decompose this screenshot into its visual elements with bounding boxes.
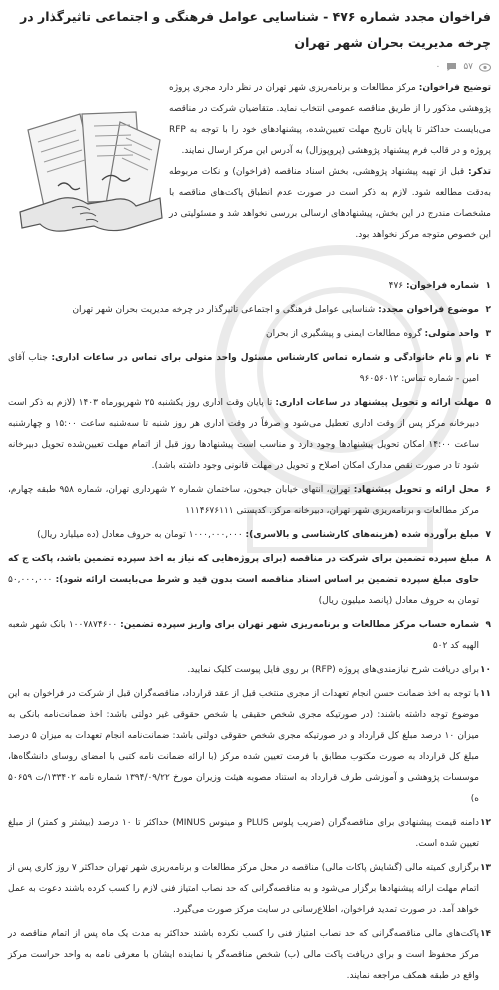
item-text: ۵۰,۰۰۰,۰۰۰ تومان به حروف معادل (پانصد میلیون ریال) [8, 575, 479, 606]
item-label: مبلغ سپرده تضمین برای شرکت در مناقصه (برای پروژه‌هایی که نیاز به اخذ سپرده تضمین باشد، پاکت ج که حاوی مبلغ سپرده تضمین بر اساس اسناد مناقصه است بدون قید و شرط می‌بایست ارائه شود): [8, 554, 479, 585]
list-item [8, 480, 491, 522]
list-item [8, 300, 491, 321]
intro-section [8, 78, 491, 274]
article [8, 0, 491, 990]
item-text: جناب آقای امین - شماره تماس: ۹۶۰۵۶۰۱۲ [8, 353, 479, 384]
list-item [8, 393, 491, 477]
item-text: شناسایی عوامل فرهنگی و اجتماعی تاثیرگذار در چرخه مدیریت بحران شهر تهران [72, 305, 376, 315]
item-number: ۱۴ [480, 929, 491, 939]
item-label: شماره فراخوان: [406, 281, 479, 291]
item-number: ۲ [485, 305, 491, 315]
contract-handshake-illustration [10, 100, 170, 250]
list-item [8, 684, 491, 810]
item-number: ۱۰ [480, 665, 491, 675]
item-text: با توجه به اخذ ضمانت حسن انجام تعهدات از مجری منتخب قبل از عقد قرارداد، مناقصه‌گران قبل از شرکت در فراخوان به این موضوع توجه داشته باشند: (در صورتیکه مجری شخص حقیقی یا شخص حقوقی غیر دولتی باشد: اخذ ضمانت‌نامه بانکی به میزان ۱۰ درصد مبلغ کل قرارداد و در صورتیکه مجری شخص حقوقی دولتی باشد: ضمانت‌نامه انجام تعهدات به میزان ۵ درصد مبلغ کل قرارداد به صورت مکتوب مطابق با فرمت تعیین شده مرکز (با ارائه ضمانت نامه کتبی با امضای روسای دانشگاه‌ها، موسسات پژوهشی و آموزشی طرف قرارداد به استناد مصوبه هیئت وزیران مورخ ۱۳۹۴/۰۹/۲۲ شماره نامه ۱۳۳۴۰۲/ت ۵۰۶۵۹ ه) [8, 689, 479, 804]
comments-icon[interactable] [446, 62, 457, 72]
views-icon [479, 63, 491, 72]
item-label: موضوع فراخوان مجدد: [378, 305, 479, 315]
item-number: ۶ [485, 485, 491, 495]
list-item [8, 615, 491, 657]
note-text: قبل از تهیه پیشنهاد پژوهشی، بخش اسناد مناقصه (فراخوان) و نکات مربوطه به‌دقت مطالعه شود. لازم به ذکر است در صورت عدم انطباق پاکت‌های مناقصه با مشخصات مندرج در این بخش، پیشنهادهای ارسالی بررسی نخواهد شد و مسئولیتی در این خصوص متوجه مرکز نخواهد بود. [169, 167, 491, 240]
item-text: برای دریافت شرح نیازمندی‌های پروژه (RFP) بر روی فایل پیوست کلیک نمایید. [187, 665, 479, 675]
list-item [8, 348, 491, 390]
item-number: ۹ [485, 620, 491, 630]
item-text: ۱۰۰۷۸۷۴۶۰۰ بانک شهر شعبه الهیه کد ۵۰۲ [8, 620, 479, 651]
call-details-list [8, 276, 491, 987]
item-number: ۳ [485, 329, 491, 339]
intro-text [169, 78, 491, 246]
list-item [8, 858, 491, 921]
item-label: مبلغ برآورده شده (هزینه‌های کارشناسی و بالاسری): [245, 530, 479, 540]
item-label: مهلت ارائه و تحویل پیشنهاد در ساعات اداری: [275, 398, 479, 408]
page-title: فراخوان مجدد شماره ۴۷۶ - شناسایی عوامل فرهنگی و اجتماعی تاثیرگذار در چرخه مدیریت بحران شهر تهران [20, 9, 491, 50]
item-text: تا پایان وقت اداری روز یکشنبه ۲۵ شهریورماه ۱۴۰۳ (لازم به ذکر است دبیرخانه مرکز پس از وقت اداری تعطیل می‌شود و صرفاً در وقت اداری هر روز شنبه تا سه‌شنبه ساعت ۱۵:۰۰ و چهارشنبه ساعت ۱۴:۰۰ امکان تحویل پیشنهادها وجود دارد و مناسب است پیشنهادها روز قبل از اتمام مهلت تعیین‌شده تحویل دبیرخانه شود تا در صورت نقص مدارک امکان اصلاح و تحویل در مهلت قانونی وجود داشته باشد). [8, 398, 479, 471]
list-item [8, 276, 491, 297]
item-number: ۷ [485, 530, 491, 540]
comments-count: ۰ [435, 62, 441, 72]
item-text: دامنه قیمت پیشنهادی برای مناقصه‌گران (ضریب پلوس PLUS و مینوس MINUS) حداکثر تا ۱۰ درصد (بیشتر و کمتر) از مبلغ تعیین شده است. [8, 818, 479, 849]
item-number: ۱۳ [480, 863, 491, 873]
item-label: واحد متولی: [424, 329, 479, 339]
item-text: تهران، انتهای خیابان جیحون، ساختمان شماره ۲ شهرداری تهران، شماره ۹۵۸ طبقه چهارم، مرکز مطالعات و برنامه‌ریزی شهر تهران، دبیرخانه مرکز. کدپستی ۱۱۱۴۶۷۶۱۱۱ [8, 485, 479, 516]
note-label: تذکر: [467, 167, 491, 177]
item-text: گروه مطالعات ایمنی و پیشگیری از بحران [265, 329, 422, 339]
item-number: ۱ [485, 281, 491, 291]
list-item [8, 549, 491, 612]
list-item [8, 324, 491, 345]
item-label: محل ارائه و تحویل پیشنهاد: [353, 485, 479, 495]
post-meta [8, 60, 491, 74]
description-text: مرکز مطالعات و برنامه‌ریزی شهر تهران در نظر دارد مجری پروژه پژوهشی مذکور را از طریق مناقصه عمومی انتخاب نماید. متقاضیان شرکت در مناقصه می‌بایست حداکثر تا پایان تاریخ مهلت تعیین‌شده، پیشنهادهای خود را با توجه به RFP پروژه و در قالب فرم پیشنهاد پژوهشی (پروپوزال) به آدرس این مرکز ارسال نمایند. [169, 83, 491, 156]
item-label: نام و نام خانوادگی و شماره تماس کارشناس مسئول واحد متولی برای تماس در ساعات اداری: [51, 353, 479, 363]
item-label: شماره حساب مرکز مطالعات و برنامه‌ریزی شهر تهران برای واریز سپرده تضمین: [120, 620, 479, 630]
views-count: ۵۷ [463, 62, 473, 72]
item-number: ۱۲ [480, 818, 491, 828]
item-number: ۱۱ [480, 689, 491, 699]
item-number: ۴ [485, 353, 491, 363]
item-text: ۴۷۶ [388, 281, 404, 291]
item-text: پاکت‌های مالی مناقصه‌گرانی که حد نصاب امتیاز فنی را کسب نکرده باشند حداکثر به مدت یک ماه پس از اتمام مناقصه در مرکز محفوظ است و برای دریافت پاکت مالی (ب) شخص مناقصه‌گر یا نماینده ایشان با معرفی نامه به واحد حراست مرکز واقع در طبقه همکف مراجعه نمایند. [8, 929, 479, 981]
description-label: توضیح فراخوان: [418, 83, 491, 93]
list-item [8, 525, 491, 546]
list-item[interactable] [8, 660, 491, 681]
item-number: ۵ [485, 398, 491, 408]
item-text: برگزاری کمیته مالی (گشایش پاکات مالی) مناقصه در محل مرکز مطالعات و برنامه‌ریزی شهر تهران حداکثر ۷ روز کاری پس از اتمام مهلت ارائه پیشنهادها برگزار می‌شود و به مناقصه‌گرانی که حد نصاب امتیاز فنی لازم را کسب کرده باشند دعوت به عمل خواهد آمد. در صورت تمدید فراخوان، اطلاع‌رسانی در سایت مرکز صورت می‌گیرد. [8, 863, 479, 915]
item-number: ۸ [485, 554, 491, 564]
list-item [8, 924, 491, 987]
list-item [8, 813, 491, 855]
item-text: ۱۰۰۰,۰۰۰,۰۰۰ تومان به حروف معادل (ده میلیارد ریال) [37, 530, 243, 540]
